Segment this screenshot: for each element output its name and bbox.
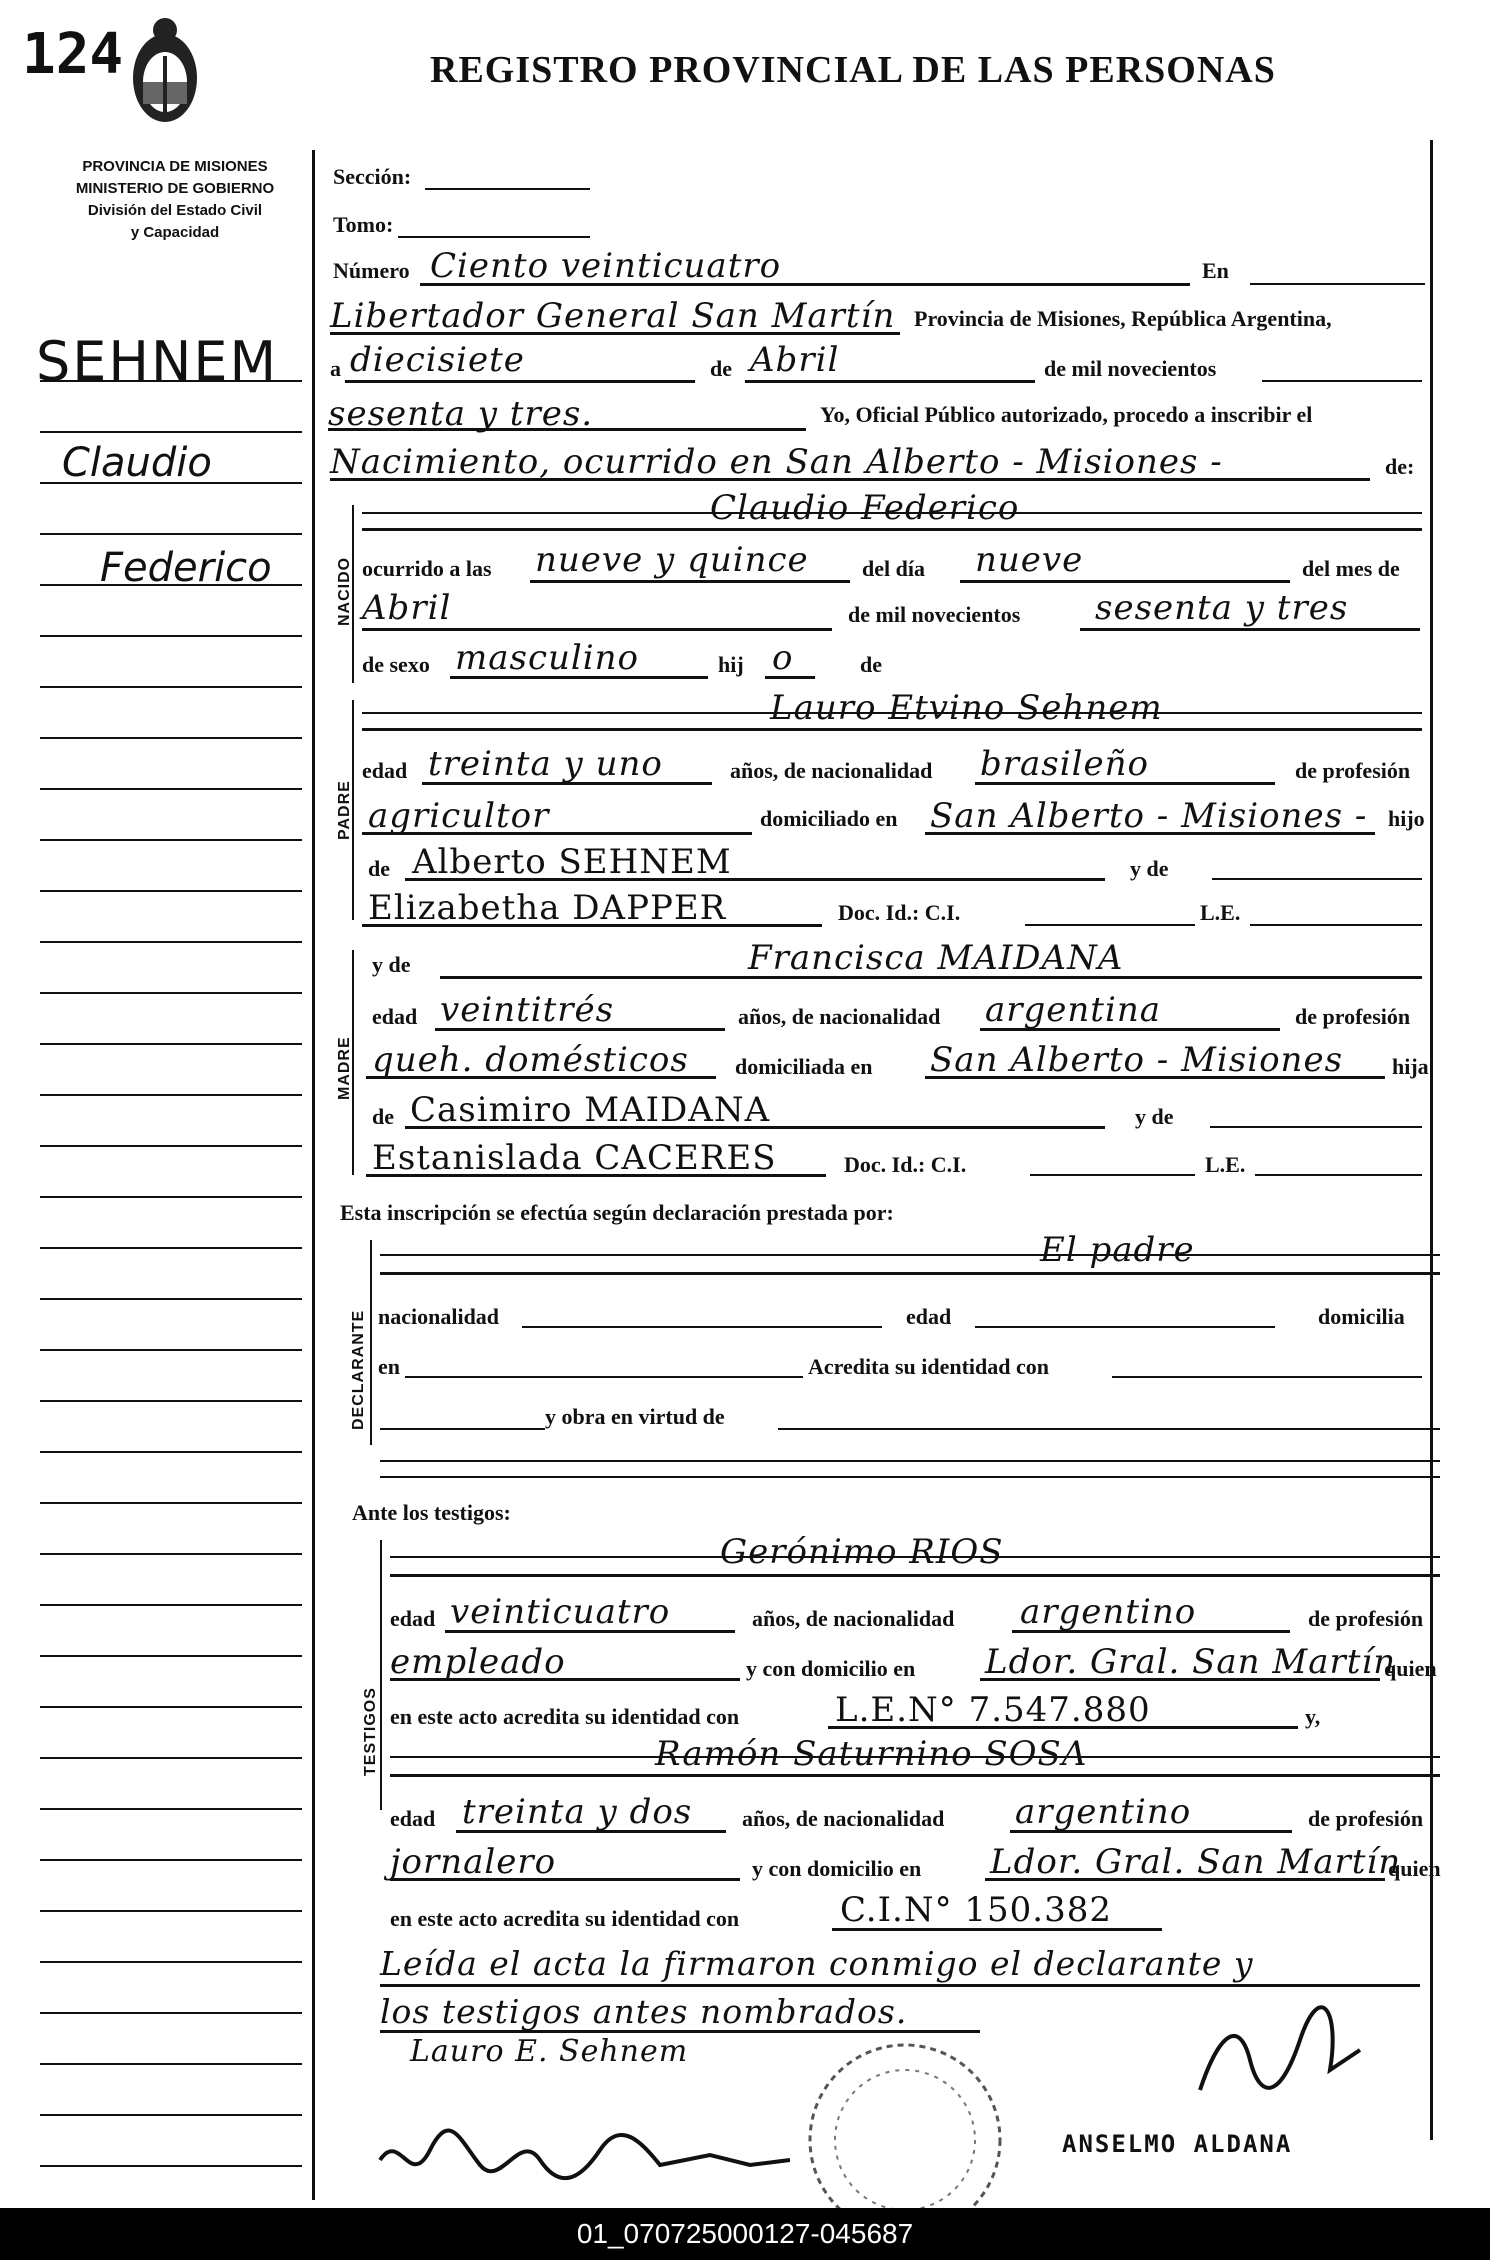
padre-hijo-label: hijo — [1388, 806, 1425, 831]
madre-prof-label: de profesión — [1295, 1004, 1411, 1029]
closing-line-1: Leída el acta la firmaron conmigo el declarante y — [380, 1944, 1254, 1983]
office-line-ministry: MINISTERIO DE GOBIERNO — [75, 180, 275, 197]
margin-rule-line — [40, 2114, 302, 2116]
margin-rule-line — [40, 584, 302, 586]
birth-year-value: sesenta y tres — [1095, 588, 1349, 628]
del-dia-label: del día — [862, 556, 925, 581]
day-value: diecisiete — [350, 340, 525, 380]
section-label-padre: PADRE — [336, 780, 353, 840]
margin-rule-line — [40, 1247, 302, 1249]
witness1-profession-value: empleado — [390, 1642, 566, 1682]
del-mes-label: del mes de — [1302, 556, 1400, 581]
place-value: Libertador General San Martín — [330, 296, 896, 336]
month-value: Abril — [750, 340, 840, 380]
margin-rule-line — [40, 533, 302, 535]
declarante-intro: Esta inscripción se efectúa según declaración prestada por: — [340, 1200, 894, 1225]
witness1-domicile-value: Ldor. Gral. San Martín — [985, 1642, 1397, 1682]
padre-prof-label: de profesión — [1295, 758, 1411, 783]
madre-hija-label: hija — [1392, 1054, 1429, 1079]
sexo-value: masculino — [455, 638, 640, 678]
w2-anos-label: años, de nacionalidad — [742, 1806, 945, 1831]
birth-mil-label: de mil novecientos — [848, 602, 1021, 627]
madre-y-de-label: y de — [372, 952, 411, 977]
section-label-declarante: DECLARANTE — [350, 1309, 367, 1430]
margin-rule-line — [40, 1502, 302, 1504]
de-label: de — [710, 356, 732, 381]
w1-anos-label: años, de nacionalidad — [752, 1606, 955, 1631]
document-title: REGISTRO PROVINCIAL DE LAS PERSONAS — [430, 49, 1276, 91]
numero-label: Número — [333, 258, 410, 283]
maternal-grandfather-value: Casimiro MAIDANA — [410, 1090, 771, 1130]
margin-rule-line — [40, 2063, 302, 2065]
province-text: Provincia de Misiones, República Argentina, — [914, 306, 1332, 331]
witness2-name: Ramón Saturnino SOSA — [655, 1734, 1088, 1774]
margin-rule-line — [40, 380, 302, 382]
maternal-grandmother-value: Estanislada CACERES — [372, 1138, 777, 1178]
margin-rule-line — [40, 431, 302, 433]
margin-rule-line — [40, 890, 302, 892]
mother-nationality-value: argentina — [985, 990, 1162, 1030]
sexo-label: de sexo — [362, 652, 430, 677]
witness2-profession-value: jornalero — [390, 1842, 557, 1882]
padre-edad-label: edad — [362, 758, 408, 783]
father-name: Lauro Etvino Sehnem — [770, 688, 1163, 728]
mother-domicile-value: San Alberto - Misiones — [930, 1040, 1344, 1080]
margin-rule-line — [40, 1043, 302, 1045]
margin-rule-line — [40, 1859, 302, 1861]
official-seal-icon — [780, 2030, 1030, 2210]
w2-acredita-label: en este acto acredita su identidad con — [390, 1906, 740, 1931]
padre-le-label: L.E. — [1200, 900, 1241, 925]
padre-de-label: de — [368, 856, 390, 881]
right-border — [1430, 140, 1433, 2140]
witness-signature-icon — [370, 2110, 810, 2200]
margin-rule-line — [40, 1808, 302, 1810]
witness1-document-value: L.E.N° 7.547.880 — [835, 1690, 1151, 1730]
document-code-footer: 01_070725000127-045687 — [0, 2208, 1490, 2260]
margin-rule-line — [40, 1400, 302, 1402]
margin-rule-line — [40, 635, 302, 637]
w1-quien-label: quien — [1384, 1656, 1437, 1681]
office-block — [40, 156, 310, 244]
coat-of-arms-icon — [120, 16, 210, 136]
margin-rule-line — [40, 1706, 302, 1708]
hij-de-label: de — [860, 652, 882, 677]
declarante-name: El padre — [1040, 1230, 1195, 1270]
seccion-label: Sección: — [333, 164, 412, 189]
act-value: Nacimiento, ocurrido en San Alberto - Misiones - — [330, 442, 1223, 482]
madre-anos-label: años, de nacionalidad — [738, 1004, 941, 1029]
office-line-province: PROVINCIA DE MISIONES — [82, 158, 268, 175]
father-age-value: treinta y uno — [428, 744, 663, 784]
margin-rule-line — [40, 1451, 302, 1453]
margin-rule-line — [40, 2012, 302, 2014]
witness1-name: Gerónimo RIOS — [720, 1532, 1004, 1572]
declarante-domicilia-label: domicilia — [1318, 1304, 1405, 1329]
w1-dom-label: y con domicilio en — [746, 1656, 916, 1681]
w2-dom-label: y con domicilio en — [752, 1856, 922, 1881]
w1-prof-label: de profesión — [1308, 1606, 1424, 1631]
officer-name-stamp: ANSELMO ALDANA — [1062, 2130, 1293, 2158]
closing-line-2: los testigos antes nombrados. — [380, 1992, 908, 2031]
mother-age-value: veintitrés — [440, 990, 615, 1030]
witness2-domicile-value: Ldor. Gral. San Martín — [990, 1842, 1402, 1882]
paternal-grandmother-value: Elizabetha DAPPER — [368, 888, 727, 928]
madre-edad-label: edad — [372, 1004, 418, 1029]
w1-y-label: y, — [1305, 1704, 1321, 1729]
margin-rule-line — [40, 1298, 302, 1300]
officer-signature-icon — [1180, 2000, 1380, 2120]
padre-dom-label: domiciliado en — [760, 806, 898, 831]
declarante-edad-label: edad — [906, 1304, 952, 1329]
birth-time-value: nueve y quince — [535, 540, 809, 580]
margin-rule-line — [40, 1094, 302, 1096]
margin-rule-line — [40, 737, 302, 739]
margin-rule-line — [40, 482, 302, 484]
section-label-nacido: NACIDO — [336, 556, 353, 626]
margin-rule-line — [40, 1349, 302, 1351]
mil-novecientos: de mil novecientos — [1044, 356, 1217, 381]
declarante-nacionalidad-label: nacionalidad — [378, 1304, 500, 1329]
declarante-obra-label: y obra en virtud de — [545, 1404, 725, 1429]
mother-name: Francisca MAIDANA — [748, 938, 1124, 978]
margin-rule-line — [40, 1655, 302, 1657]
office-line-capacity: y Capacidad — [130, 224, 220, 241]
numero-value: Ciento veinticuatro — [430, 246, 782, 286]
madre-le-label: L.E. — [1205, 1152, 1246, 1177]
padre-y-de-label: y de — [1130, 856, 1169, 881]
margin-rule-line — [40, 1553, 302, 1555]
margin-rule-line — [40, 788, 302, 790]
en-label: En — [1202, 258, 1229, 283]
margin-rule-line — [40, 839, 302, 841]
hij-label: hij — [718, 652, 744, 677]
w2-edad-label: edad — [390, 1806, 436, 1831]
section-label-madre: MADRE — [336, 1036, 353, 1100]
margin-surname: SEHNEM — [36, 330, 279, 393]
margin-rule-line — [40, 1961, 302, 1963]
margin-rule-line — [40, 2165, 302, 2167]
witness1-age-value: veinticuatro — [450, 1592, 671, 1632]
padre-doc-label: Doc. Id.: C.I. — [838, 900, 961, 925]
signature-declarante: Lauro E. Sehnem — [410, 2034, 689, 2069]
madre-y-de-2-label: y de — [1135, 1104, 1174, 1129]
witness2-age-value: treinta y dos — [462, 1792, 693, 1832]
witness1-nationality-value: argentino — [1020, 1592, 1197, 1632]
witness2-nationality-value: argentino — [1015, 1792, 1192, 1832]
father-nationality-value: brasileño — [980, 744, 1149, 784]
a-label: a — [330, 356, 341, 381]
de-colon: de: — [1385, 454, 1415, 479]
witness2-document-value: C.I.N° 150.382 — [840, 1890, 1113, 1930]
w1-edad-label: edad — [390, 1606, 436, 1631]
declarante-acredita-label: Acredita su identidad con — [808, 1354, 1050, 1379]
margin-rule-line — [40, 1910, 302, 1912]
margin-rule-line — [40, 686, 302, 688]
w2-prof-label: de profesión — [1308, 1806, 1424, 1831]
w1-acredita-label: en este acto acredita su identidad con — [390, 1704, 740, 1729]
madre-dom-label: domiciliada en — [735, 1054, 873, 1079]
father-domicile-value: San Alberto - Misiones - — [930, 796, 1368, 836]
folio-number: 124 — [22, 22, 124, 87]
margin-divider — [312, 150, 315, 2200]
year-value: sesenta y tres. — [328, 394, 594, 434]
madre-de-label: de — [372, 1104, 394, 1129]
margin-second-name: Federico — [100, 545, 272, 591]
margin-rule-line — [40, 1757, 302, 1759]
declarante-en-label: en — [378, 1354, 400, 1379]
birth-month-value: Abril — [362, 588, 452, 628]
margin-rule-line — [40, 1604, 302, 1606]
ocurrido-label: ocurrido a las — [362, 556, 492, 581]
birth-day-value: nueve — [975, 540, 1084, 580]
w2-quien-label: quien — [1388, 1856, 1441, 1881]
office-line-division: División del Estado Civil — [87, 202, 263, 219]
margin-rule-line — [40, 1145, 302, 1147]
margin-first-name: Claudio — [62, 440, 212, 486]
margin-rule-line — [40, 1196, 302, 1198]
testigos-intro: Ante los testigos: — [352, 1500, 511, 1525]
padre-anos-label: años, de nacionalidad — [730, 758, 933, 783]
margin-rule-line — [40, 992, 302, 994]
child-name: Claudio Federico — [710, 488, 1020, 528]
tomo-label: Tomo: — [333, 212, 394, 237]
paternal-grandfather-value: Alberto SEHNEM — [412, 842, 732, 882]
official-text: Yo, Oficial Público autorizado, procedo a inscribir el — [820, 402, 1313, 427]
hij-value: o — [772, 638, 794, 678]
madre-doc-label: Doc. Id.: C.I. — [844, 1152, 967, 1177]
section-label-testigos: TESTIGOS — [362, 1687, 379, 1776]
mother-profession-value: queh. domésticos — [372, 1040, 689, 1080]
margin-rule-line — [40, 941, 302, 943]
father-profession-value: agricultor — [368, 796, 550, 836]
